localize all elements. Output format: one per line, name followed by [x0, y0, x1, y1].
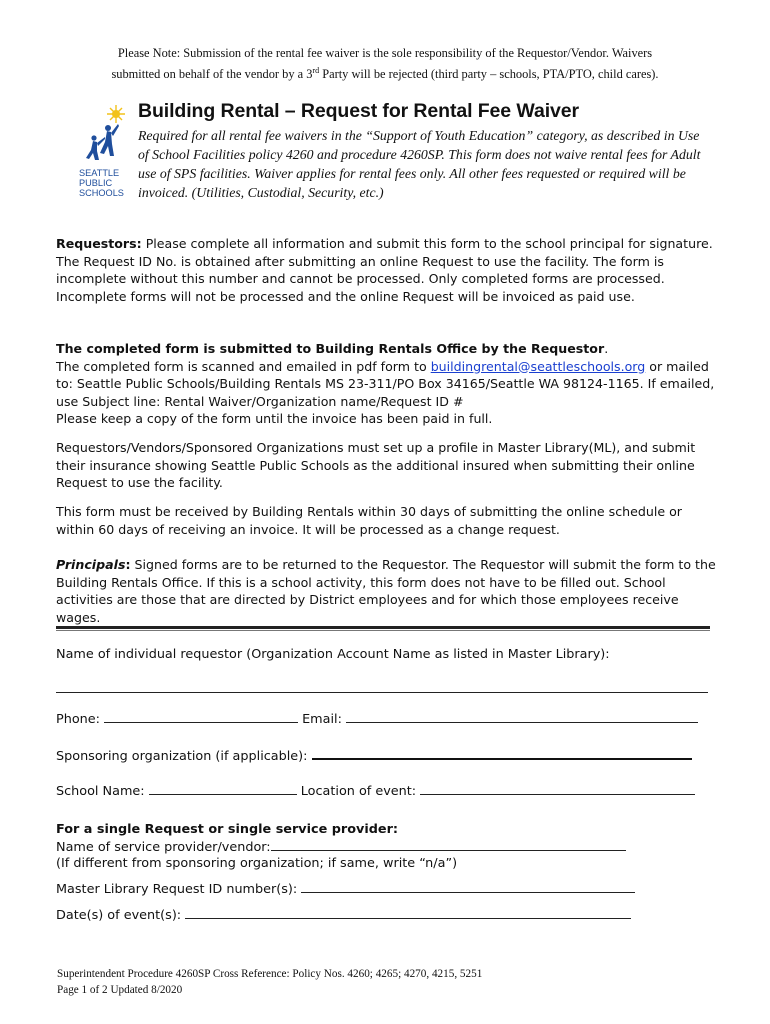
building-rental-email-link[interactable]: buildingrental@seattleschools.org	[430, 358, 646, 374]
note-line-2	[40, 62, 730, 83]
phone-label: Phone:	[56, 712, 105, 727]
requestor-name-input[interactable]	[56, 692, 708, 693]
school-name-input[interactable]	[149, 782, 297, 795]
principals-paragraph	[56, 556, 716, 626]
note-line-1: Please Note: Submission of the rental fee waiver is the sole responsibility of the Requestor/Vendor. Waivers	[117, 46, 653, 60]
requestor-name-label: Name of individual requestor (Organization Account Name as listed in Master Library):	[56, 647, 610, 662]
service-provider-input[interactable]	[271, 838, 626, 851]
location-label: Location of event:	[296, 784, 421, 799]
section-divider	[56, 626, 710, 629]
deadline-paragraph: This form must be received by Building Rentals within 30 days of submitting the online schedule or within 60 days of receiving an invoice. It will be processed as a change request.	[56, 504, 682, 537]
note-line-2-end: Party will be rejected (third party – schools, PTA/PTO, child cares).	[319, 67, 659, 82]
submission-text-b: or mailed to: Seattle Public Schools/Building Rentals MS 23-311/PO Box 34165/Seattle WA 98124-1165. If emailed, use Subject line: Rental Waiver/Organization name/Request ID #	[56, 358, 715, 409]
principals-text: Signed forms are to be returned to the Requestor. The Requestor will submit the form to the Building Rentals Office. If this is a school activity, this form does not have to be filled out. School activities are those that are directed by District employees and for which those employees receive wages.	[56, 557, 716, 625]
service-provider-row	[56, 838, 626, 856]
profile-paragraph: Requestors/Vendors/Sponsored Organizations must set up a profile in Master Library(ML), and submit their insurance showing Seattle Public Schools as the additional insured when submitting their online Request to use the facility.	[56, 440, 696, 491]
submission-text-a: The completed form is scanned and emailed in pdf form to	[56, 358, 431, 374]
note-line-2-start: submitted on behalf of the vendor by a 3	[111, 67, 313, 82]
single-request-heading: For a single Request or single service provider:	[56, 822, 399, 837]
document-title: Building Rental – Request for Rental Fee Waiver	[138, 100, 579, 122]
email-input[interactable]	[346, 710, 698, 723]
sponsoring-org-label: Sponsoring organization (if applicable):	[56, 749, 312, 764]
event-dates-row	[56, 906, 631, 924]
seattle-public-schools-logo	[78, 104, 126, 200]
submission-heading-end: .	[604, 341, 609, 356]
phone-email-row	[56, 710, 698, 728]
footer-reference: Superintendent Procedure 4260SP Cross Reference: Policy Nos. 4260; 4265; 4270, 4215, 5251	[57, 968, 483, 980]
event-dates-input[interactable]	[185, 906, 631, 919]
submission-text-c: Please keep a copy of the form until the invoice has been paid in full.	[56, 411, 493, 427]
service-provider-label: Name of service provider/vendor:	[56, 840, 271, 855]
requestors-label: Requestors:	[56, 236, 142, 251]
footer-page-info: Page 1 of 2 Updated 8/2020	[57, 984, 183, 996]
request-id-input[interactable]	[301, 880, 635, 893]
document-subtitle: Required for all rental fee waivers in the “Support of Youth Education” category, as described in Use of School Facilities policy 4260 and procedure 4260SP. This form does not waive rental fees for Adult use of SPS facilities. Waiver applies for rental fees only. All other fees requested or required will be invoiced. (Utilities, Custodial, Security, etc.)	[138, 128, 701, 200]
submission-paragraph	[56, 340, 716, 428]
school-location-row	[56, 782, 695, 800]
location-input[interactable]	[420, 782, 695, 795]
request-id-row	[56, 880, 635, 898]
section-divider-thin	[56, 630, 710, 631]
logo-text-seattle: SEATTLE	[79, 168, 120, 178]
event-dates-label: Date(s) of event(s):	[56, 908, 186, 923]
school-name-label: School Name:	[56, 784, 149, 799]
logo-text-public: PUBLIC	[79, 178, 113, 188]
submission-heading: The completed form is submitted to Building Rentals Office by the Requestor	[56, 341, 605, 356]
logo-text-schools: SCHOOLS	[79, 188, 124, 198]
phone-input[interactable]	[104, 710, 298, 723]
children-figures-icon	[86, 124, 119, 160]
request-id-label: Master Library Request ID number(s):	[56, 882, 302, 897]
principals-label: Principals	[56, 557, 126, 572]
sponsoring-org-row	[56, 746, 692, 765]
sponsoring-org-input[interactable]	[312, 746, 692, 760]
principals-colon: :	[125, 557, 131, 572]
if-different-note: (If different from sponsoring organization; if same, write “n/a”)	[56, 856, 458, 871]
submission-note	[40, 44, 730, 83]
requestors-paragraph	[56, 235, 716, 305]
sun-icon	[107, 105, 125, 123]
requestors-text: Please complete all information and submit this form to the school principal for signature. The Request ID No. is obtained after submitting an online Request to use the facility. The form is incomplete without this number and cannot be processed. Only completed forms are processed. Incomplete forms will not be processed and the online Request will be invoiced as paid use.	[56, 236, 713, 304]
footer	[57, 966, 482, 998]
note-superscript: rd	[312, 66, 320, 75]
email-label: Email:	[298, 712, 346, 727]
